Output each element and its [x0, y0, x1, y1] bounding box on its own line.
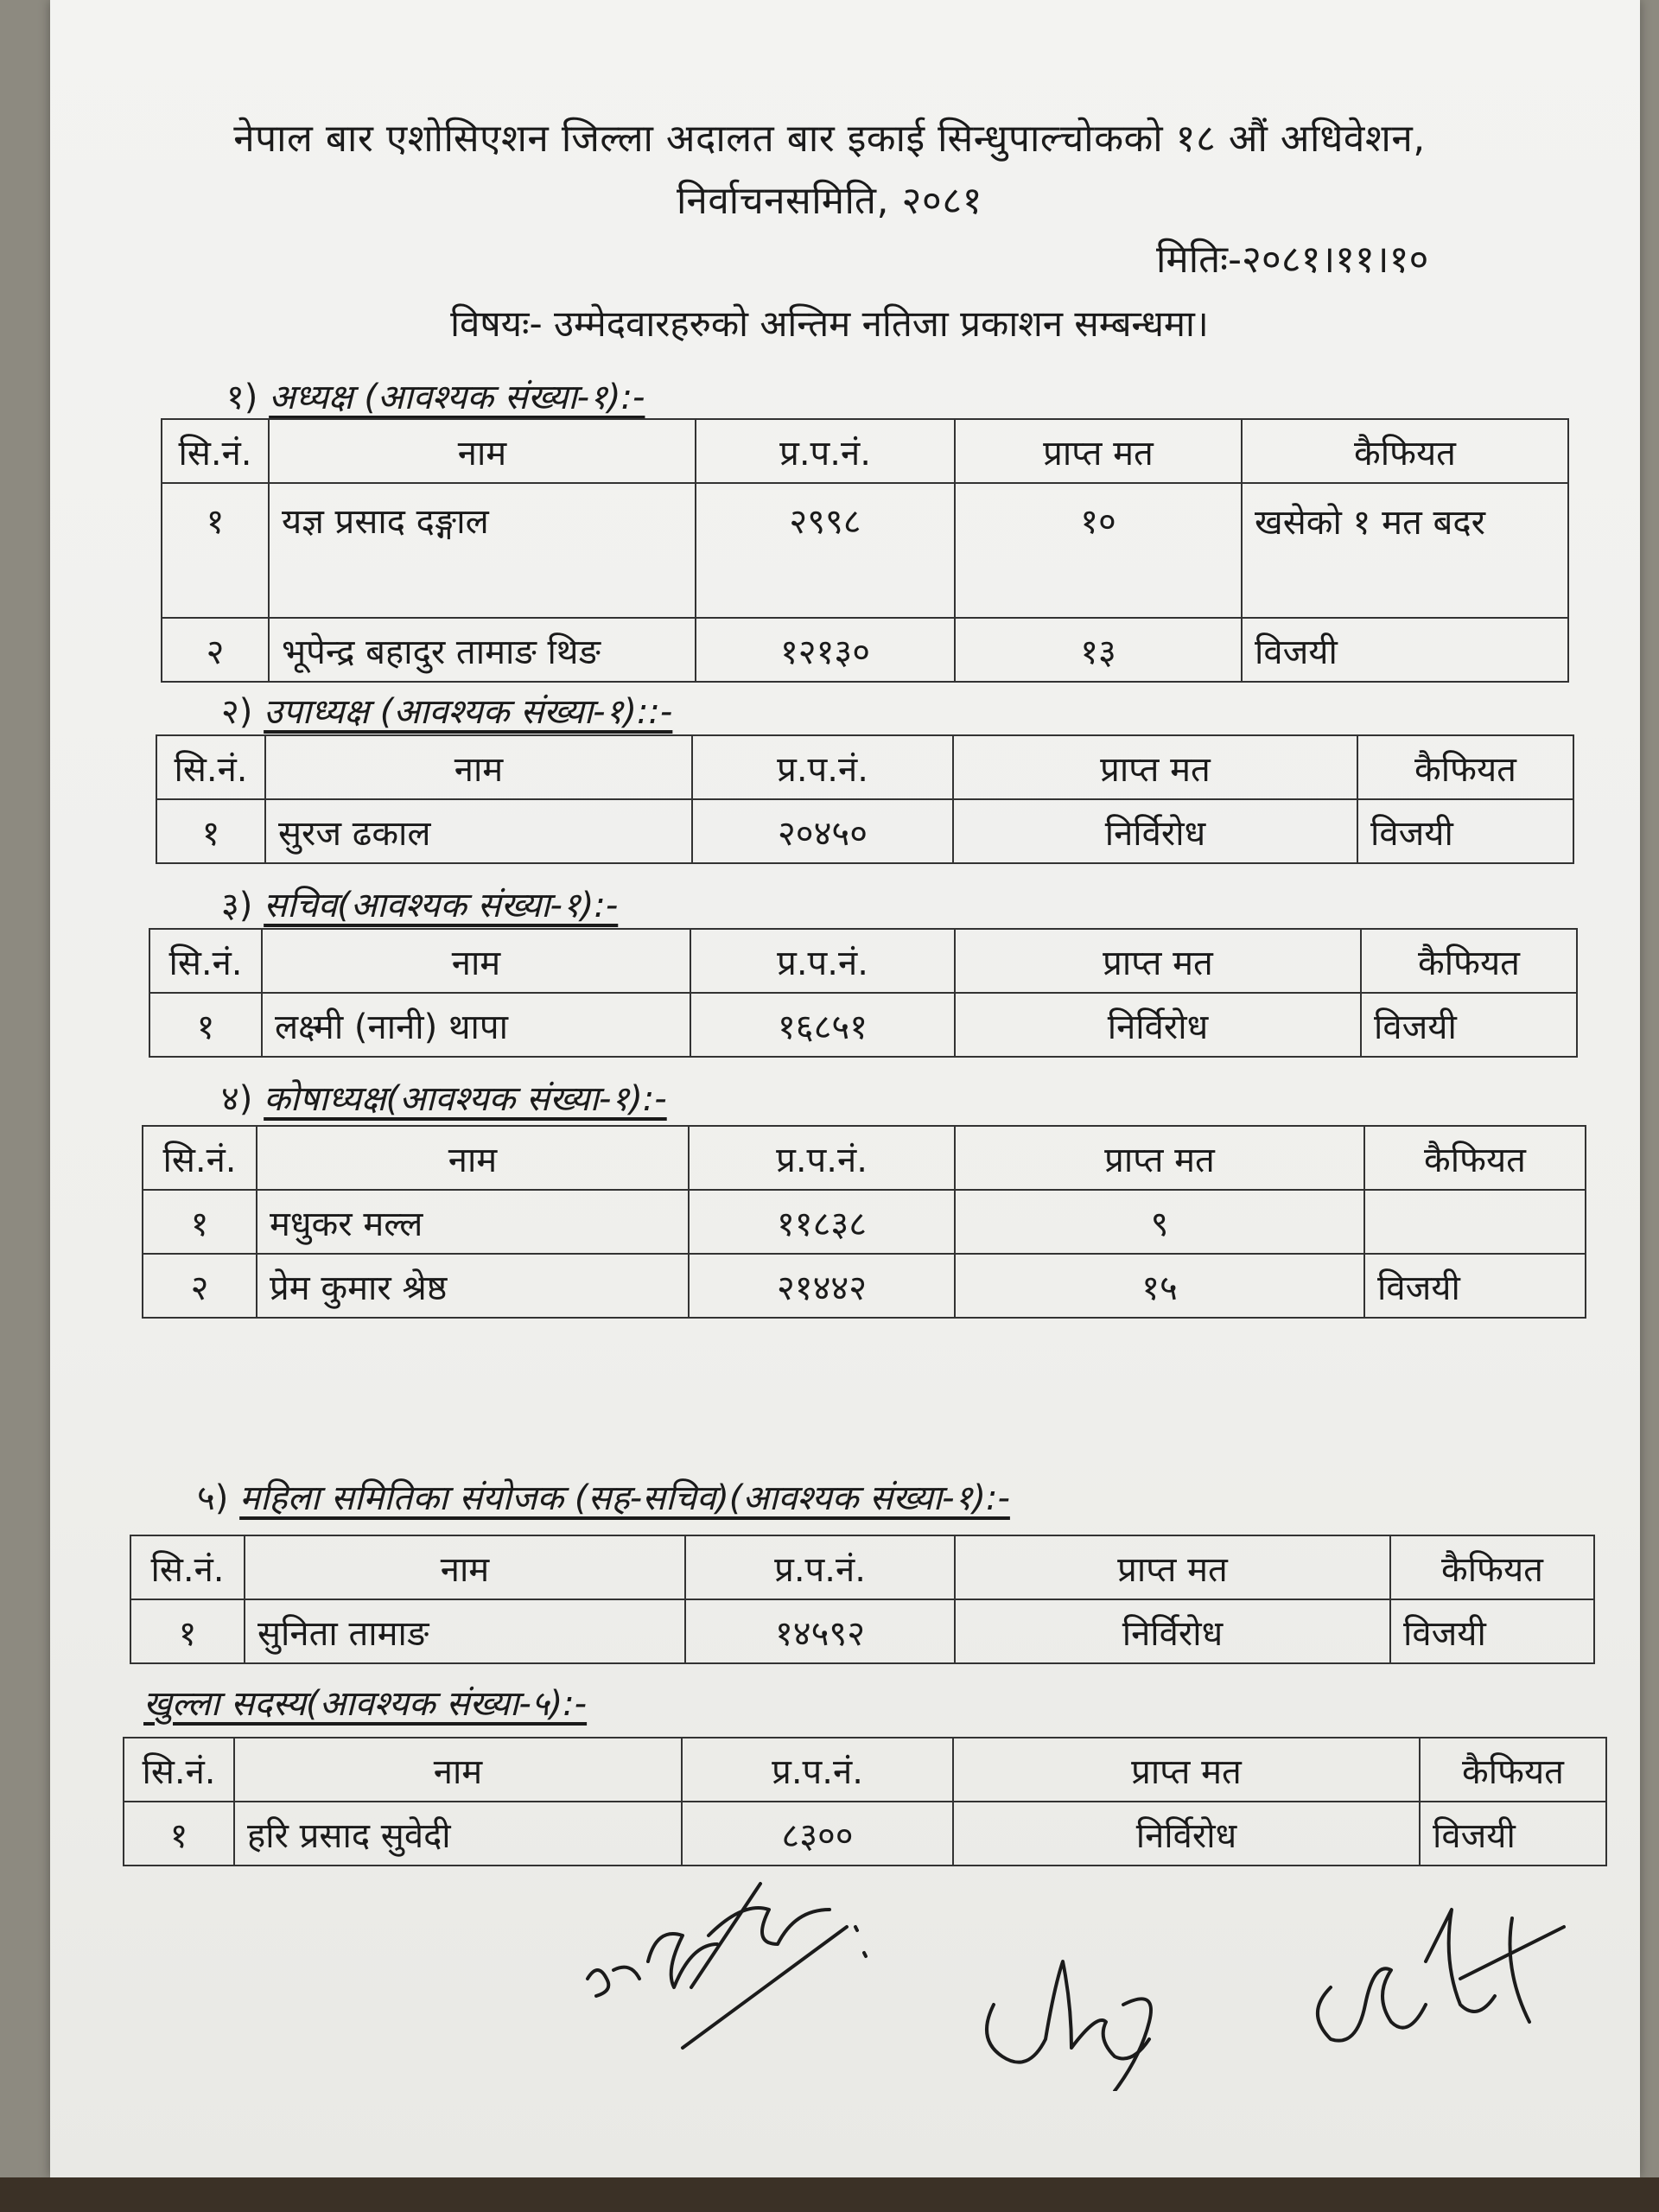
col-header-id: प्र.प.नं. — [689, 1126, 955, 1190]
section-number: २) — [221, 692, 253, 732]
cell-sn: १ — [162, 483, 269, 618]
results-table-secretary — [149, 928, 1578, 1058]
section-title-text: सचिव(आवश्यक संख्या-१):- — [264, 886, 619, 925]
results-table-treasurer — [142, 1125, 1586, 1319]
cell-remark: विजयी — [1242, 618, 1568, 682]
table-row — [124, 1802, 1606, 1866]
col-header-sn: सि.नं. — [130, 1535, 245, 1599]
section-title-secretary — [221, 880, 618, 927]
table-row — [162, 618, 1568, 682]
section-title-text: महिला समितिका संयोजक (सह-सचिव)(आवश्यक संख्या-१):- — [239, 1478, 1010, 1518]
cell-remark: विजयी — [1390, 1599, 1594, 1663]
col-header-remark: कैफियत — [1361, 929, 1577, 993]
table-row — [143, 1190, 1586, 1254]
section-title-vice-president — [221, 686, 672, 734]
signature-1 — [579, 1875, 907, 2065]
table-header-row — [149, 929, 1577, 993]
cell-votes: निर्विरोध — [953, 1802, 1420, 1866]
cell-name: भूपेन्द्र बहादुर तामाङ थिङ — [269, 618, 696, 682]
cell-remark — [1364, 1190, 1586, 1254]
cell-name: सुनिता तामाङ — [245, 1599, 685, 1663]
section-number: ३) — [221, 886, 253, 925]
cell-id: २०४५० — [692, 799, 953, 863]
col-header-name: नाम — [262, 929, 690, 993]
col-header-remark: कैफियत — [1364, 1126, 1586, 1190]
results-table-vice-president — [156, 734, 1574, 864]
section-title-treasurer — [221, 1073, 667, 1121]
cell-remark: विजयी — [1361, 993, 1577, 1057]
table-surface — [0, 2177, 1659, 2212]
section-number: ५) — [197, 1478, 229, 1518]
document-heading: नेपाल बार एशोसिएशन जिल्ला अदालत बार इकाई सिन्धुपाल्चोकको १८ औं अधिवेशन, — [233, 117, 1426, 161]
table-header-row — [143, 1126, 1586, 1190]
col-header-remark: कैफियत — [1242, 419, 1568, 483]
cell-id: २१४४२ — [689, 1254, 955, 1318]
col-header-sn: सि.नं. — [162, 419, 269, 483]
section-title-text: उपाध्यक्ष (आवश्यक संख्या-१)::- — [264, 692, 673, 732]
table-row — [156, 799, 1573, 863]
section-title-text: कोषाध्यक्ष(आवश्यक संख्या-१):- — [264, 1079, 667, 1119]
results-table-president — [161, 418, 1569, 683]
section-title-text: अध्यक्ष (आवश्यक संख्या-१):- — [269, 378, 645, 417]
col-header-remark: कैफियत — [1420, 1738, 1606, 1802]
col-header-id: प्र.प.नं. — [682, 1738, 953, 1802]
section-title-open-member — [143, 1678, 587, 1726]
table-header-row — [130, 1535, 1594, 1599]
cell-remark: खसेको १ मत बदर — [1242, 483, 1568, 618]
signature-2 — [976, 1918, 1236, 2091]
cell-votes: निर्विरोध — [955, 1599, 1390, 1663]
col-header-id: प्र.प.नं. — [692, 735, 953, 799]
table-row — [143, 1254, 1586, 1318]
results-table-women-coordinator — [130, 1535, 1595, 1664]
cell-id: ८३०० — [682, 1802, 953, 1866]
section-title-women-coordinator — [197, 1472, 1010, 1520]
col-header-remark: कैफियत — [1390, 1535, 1594, 1599]
document-subheading: निर्वाचनसमिति, २०८१ — [677, 179, 982, 223]
cell-sn: २ — [162, 618, 269, 682]
col-header-name: नाम — [234, 1738, 682, 1802]
document-subject: विषयः- उम्मेदवारहरुको अन्तिम नतिजा प्रकाशन सम्बन्धमा। — [450, 302, 1209, 345]
section-number: १) — [226, 378, 258, 417]
section-number: ४) — [221, 1079, 253, 1119]
cell-votes: ९ — [955, 1190, 1364, 1254]
cell-name: मधुकर मल्ल — [257, 1190, 689, 1254]
cell-name: यज्ञ प्रसाद दङ्गाल — [269, 483, 696, 618]
col-header-name: नाम — [269, 419, 696, 483]
cell-sn: १ — [149, 993, 262, 1057]
table-header-row — [162, 419, 1568, 483]
col-header-votes: प्राप्त मत — [955, 1126, 1364, 1190]
cell-remark: विजयी — [1357, 799, 1573, 863]
cell-name: सुरज ढकाल — [265, 799, 692, 863]
cell-votes: १३ — [955, 618, 1242, 682]
cell-name: हरि प्रसाद सुवेदी — [234, 1802, 682, 1866]
table-row — [130, 1599, 1594, 1663]
col-header-id: प्र.प.नं. — [690, 929, 955, 993]
col-header-remark: कैफियत — [1357, 735, 1573, 799]
cell-sn: १ — [143, 1190, 257, 1254]
col-header-sn: सि.नं. — [143, 1126, 257, 1190]
cell-id: ११८३८ — [689, 1190, 955, 1254]
col-header-name: नाम — [265, 735, 692, 799]
table-row — [149, 993, 1577, 1057]
cell-sn: १ — [130, 1599, 245, 1663]
col-header-sn: सि.नं. — [156, 735, 265, 799]
col-header-votes: प्राप्त मत — [955, 419, 1242, 483]
results-table-open-member — [123, 1737, 1607, 1866]
col-header-name: नाम — [245, 1535, 685, 1599]
cell-sn: १ — [156, 799, 265, 863]
col-header-sn: सि.नं. — [124, 1738, 234, 1802]
cell-name: लक्ष्मी (नानी) थापा — [262, 993, 690, 1057]
cell-votes: निर्विरोध — [955, 993, 1361, 1057]
col-header-votes: प्राप्त मत — [955, 1535, 1390, 1599]
section-title-president — [226, 372, 645, 419]
col-header-votes: प्राप्त मत — [953, 735, 1357, 799]
cell-sn: २ — [143, 1254, 257, 1318]
cell-votes: १० — [955, 483, 1242, 618]
col-header-votes: प्राप्त मत — [955, 929, 1361, 993]
col-header-name: नाम — [257, 1126, 689, 1190]
cell-votes: १५ — [955, 1254, 1364, 1318]
cell-id: १६८५१ — [690, 993, 955, 1057]
cell-name: प्रेम कुमार श्रेष्ठ — [257, 1254, 689, 1318]
cell-sn: १ — [124, 1802, 234, 1866]
table-header-row — [156, 735, 1573, 799]
cell-id: २९९८ — [696, 483, 955, 618]
col-header-votes: प्राप्त मत — [953, 1738, 1420, 1802]
section-title-text: खुल्ला सदस्य(आवश्यक संख्या-५):- — [143, 1684, 588, 1724]
signature-3 — [1296, 1892, 1590, 2082]
col-header-sn: सि.नं. — [149, 929, 262, 993]
table-row — [162, 483, 1568, 618]
cell-id: १२१३० — [696, 618, 955, 682]
table-header-row — [124, 1738, 1606, 1802]
cell-votes: निर्विरोध — [953, 799, 1357, 863]
document-date: मितिः-२०८१।११।१० — [1156, 238, 1429, 282]
col-header-id: प्र.प.नं. — [696, 419, 955, 483]
cell-id: १४५९२ — [685, 1599, 955, 1663]
cell-remark: विजयी — [1364, 1254, 1586, 1318]
col-header-id: प्र.प.नं. — [685, 1535, 955, 1599]
cell-remark: विजयी — [1420, 1802, 1606, 1866]
